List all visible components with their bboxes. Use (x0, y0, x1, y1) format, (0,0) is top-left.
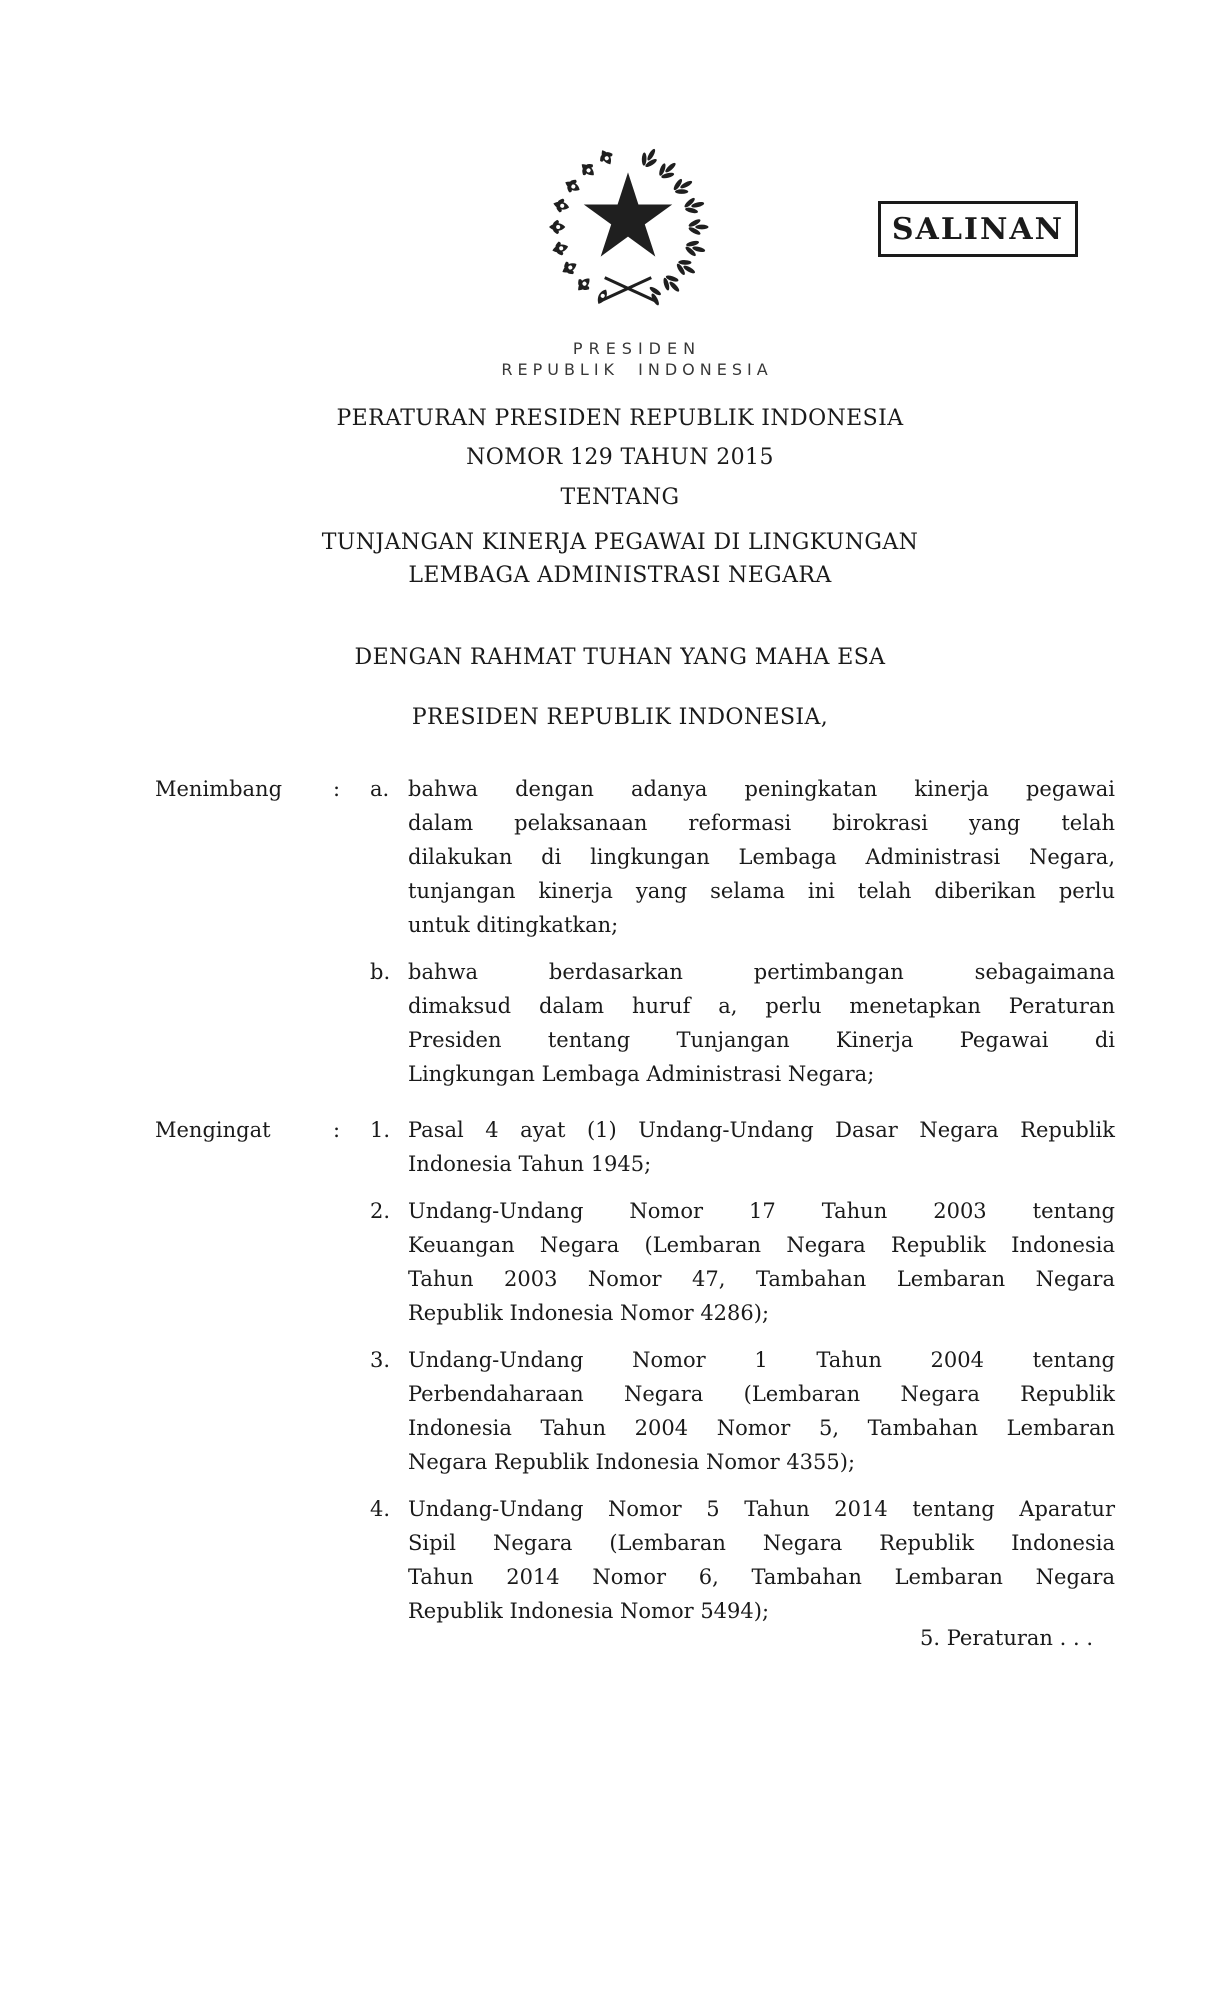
list-item (370, 1194, 1115, 1330)
item-line: bahwa berdasarkan pertimbangan sebagaimana (408, 960, 1115, 984)
item-line: Republik Indonesia Nomor 5494); (408, 1599, 770, 1623)
item-lines (408, 1194, 1115, 1330)
item-lines (408, 1113, 1115, 1181)
item-line: Presiden tentang Tunjangan Kinerja Pegawai di (408, 1028, 1115, 1052)
item-line: Negara Republik Indonesia Nomor 4355); (408, 1450, 856, 1474)
item-line: tunjangan kinerja yang selama ini telah diberikan perlu (408, 879, 1115, 903)
item-marker: b. (370, 960, 391, 984)
list-item (370, 1343, 1115, 1479)
item-line: Tahun 2003 Nomor 47, Tambahan Lembaran Negara (408, 1267, 1115, 1291)
seal-caption-republik-indonesia: REPUBLIK INDONESIA (501, 360, 773, 379)
list-item (370, 1492, 1115, 1628)
item-line: Undang-Undang Nomor 1 Tahun 2004 tentang (408, 1348, 1115, 1372)
item-marker: 3. (370, 1348, 391, 1372)
section-colon: : (333, 777, 341, 801)
section-label: Mengingat (155, 1118, 271, 1142)
invocation-line: DENGAN RAHMAT TUHAN YANG MAHA ESA (354, 645, 886, 670)
doc-number-line: NOMOR 129 TAHUN 2015 (466, 445, 774, 470)
section (155, 1113, 1115, 1628)
item-line: bahwa dengan adanya peningkatan kinerja pegawai (408, 777, 1115, 801)
item-marker: a. (370, 777, 390, 801)
seal-caption (25, 339, 1224, 379)
tentang-label: TENTANG (560, 485, 680, 510)
item-line: Republik Indonesia Nomor 4286); (408, 1301, 770, 1325)
item-marker: 1. (370, 1118, 391, 1142)
item-line: Undang-Undang Nomor 17 Tahun 2003 tentang (408, 1199, 1115, 1223)
item-line: Pasal 4 ayat (1) Undang-Undang Dasar Negara Republik (408, 1118, 1115, 1142)
item-marker: 2. (370, 1199, 391, 1223)
item-line: untuk ditingkatkan; (408, 913, 619, 937)
list-item (370, 772, 1115, 942)
item-line: Lingkungan Lembaga Administrasi Negara; (408, 1062, 875, 1086)
section-items (370, 772, 1115, 1091)
item-line: Undang-Undang Nomor 5 Tahun 2014 tentang Aparatur (408, 1497, 1115, 1521)
item-line: dilakukan di lingkungan Lembaga Administrasi Negara, (408, 845, 1115, 869)
section-colon: : (333, 1118, 341, 1142)
item-line: Indonesia Tahun 2004 Nomor 5, Tambahan Lembaran (408, 1416, 1115, 1440)
item-line: Tahun 2014 Nomor 6, Tambahan Lembaran Negara (408, 1565, 1115, 1589)
item-line: Sipil Negara (Lembaran Negara Republik Indonesia (408, 1531, 1115, 1555)
section-items (370, 1113, 1115, 1628)
item-line: Perbendaharaan Negara (Lembaran Negara Republik (408, 1382, 1115, 1406)
item-line: Indonesia Tahun 1945; (408, 1152, 652, 1176)
item-marker: 4. (370, 1497, 391, 1521)
salinan-stamp-label: SALINAN (891, 211, 1065, 247)
list-item (370, 1113, 1115, 1181)
item-line: dimaksud dalam huruf a, perlu menetapkan Peraturan (408, 994, 1115, 1018)
list-item (370, 955, 1115, 1091)
item-lines (408, 772, 1115, 942)
item-lines (408, 1492, 1115, 1628)
catchword: 5. Peraturan . . . (920, 1626, 1093, 1650)
item-line: dalam pelaksanaan reformasi birokrasi yang telah (408, 811, 1115, 835)
section (155, 772, 1115, 1091)
item-lines (408, 955, 1115, 1091)
item-line: Keuangan Negara (Lembaran Negara Republik Indonesia (408, 1233, 1115, 1257)
subject-line-2: LEMBAGA ADMINISTRASI NEGARA (408, 563, 832, 588)
body-sections (155, 772, 1115, 1628)
section-label: Menimbang (155, 777, 283, 801)
subject-line-1: TUNJANGAN KINERJA PEGAWAI DI LINGKUNGAN (321, 530, 919, 555)
authority-line: PRESIDEN REPUBLIK INDONESIA, (411, 705, 829, 730)
wreath-left (549, 147, 616, 306)
wreath-right (636, 146, 708, 306)
seal-caption-presiden: PRESIDEN (572, 339, 702, 358)
item-lines (408, 1343, 1115, 1479)
title-block (8, 404, 1224, 733)
presidential-seal-icon (544, 146, 712, 306)
salinan-stamp (878, 201, 1078, 257)
doc-type-line: PERATURAN PRESIDEN REPUBLIK INDONESIA (336, 406, 904, 431)
